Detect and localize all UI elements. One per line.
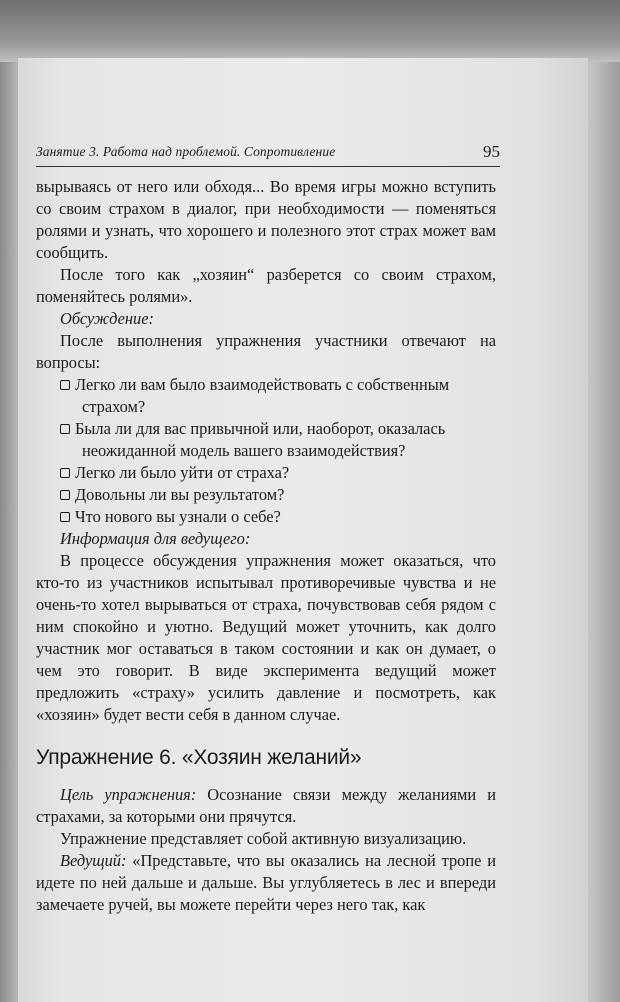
question-item: Легко ли было уйти от страха? bbox=[36, 462, 496, 484]
leader-label: Ведущий: bbox=[60, 851, 127, 870]
exercise-heading: Упражнение 6. «Хозяин желаний» bbox=[36, 746, 362, 769]
leader-text: «Представьте, что вы оказались на лесной тропе и идете по ней дальше и дальше. Вы углубляетесь в лес и впереди замечаете ручей, вы можете перейти через него так, как bbox=[36, 851, 496, 914]
question-item: Была ли для вас привычной или, наоборот, оказалась неожиданной модель вашего взаимодействия? bbox=[36, 418, 496, 462]
question-item: Легко ли вам было взаимодействовать с собственным страхом? bbox=[36, 374, 496, 418]
running-head bbox=[36, 142, 500, 167]
question-item: Довольны ли вы результатом? bbox=[36, 484, 496, 506]
leader-paragraph bbox=[36, 850, 496, 916]
checkbox-icon bbox=[60, 490, 70, 500]
paragraph: Упражнение представляет собой активную визуализацию. bbox=[60, 829, 467, 848]
paragraph: После выполнения упражнения участники отвечают на вопросы: bbox=[36, 331, 496, 372]
page-body bbox=[36, 176, 496, 916]
chapter-title: Занятие 3. Работа над проблемой. Сопротивление bbox=[36, 144, 336, 159]
paragraph: В процессе обсуждения упражнения может оказаться, что кто-то из участников испытывал противоречивые чувства и не очень-то хотел вырываться от страха, почувствовав себя рядом с ним спокойно и уютно. Ведущий может уточнить, как долго участник мог оставаться в таком состоянии и как он думает, о чем это говорит. В виде эксперимента ведущий может предложить «страху» усилить давление и посмотреть, как «хозяин» будет вести себя в данном случае. bbox=[36, 551, 496, 724]
checkbox-icon bbox=[60, 380, 70, 390]
checkbox-icon bbox=[60, 424, 70, 434]
goal-paragraph bbox=[36, 784, 496, 828]
page-number: 95 bbox=[483, 142, 500, 161]
checkbox-icon bbox=[60, 512, 70, 522]
goal-text: Осознание связи между желаниями и страхами, за которыми они прячутся. bbox=[36, 785, 496, 826]
discussion-label: Обсуждение: bbox=[60, 309, 154, 328]
goal-label: Цель упражнения: bbox=[60, 785, 197, 804]
scan-shadow-top bbox=[0, 0, 620, 62]
paragraph: вырываясь от него или обходя... Во время игры можно вступить со своим страхом в диалог, при необходимости — поменяться ролями и узнать, что хорошего и полезного этот страх может вам сообщить. bbox=[36, 177, 496, 262]
paragraph: После того как „хозяин“ разберется со своим страхом, поменяйтесь ролями». bbox=[36, 265, 496, 306]
checkbox-icon bbox=[60, 468, 70, 478]
info-label: Информация для ведущего: bbox=[60, 529, 251, 548]
question-item: Что нового вы узнали о себе? bbox=[36, 506, 496, 528]
